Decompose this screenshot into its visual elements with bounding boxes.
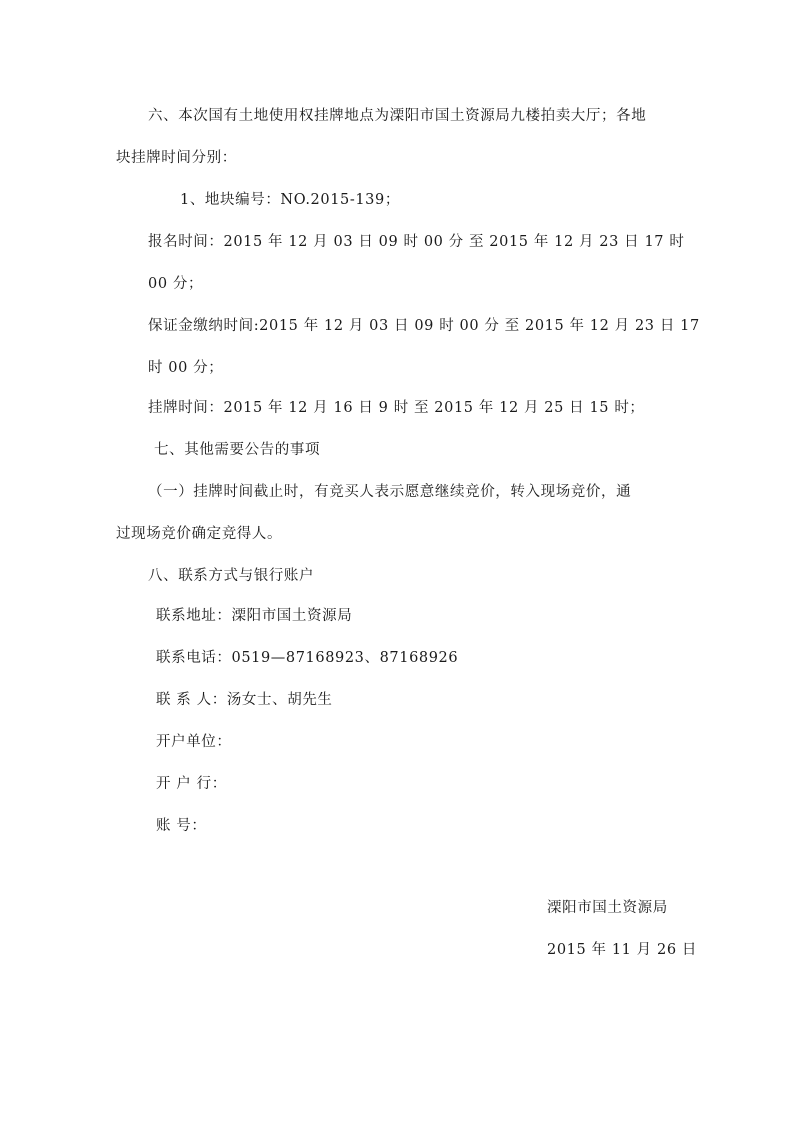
section6-line2: 块挂牌时间分别： (116, 150, 237, 166)
signature-org: 溧阳市国土资源局 (547, 900, 668, 916)
contact-person: 联 系 人：汤女士、胡先生 (156, 692, 333, 708)
deposit-time-line1: 保证金缴纳时间:2015 年 12 月 03 日 09 时 00 分 至 2015 年 12 月 23 日 17 (148, 318, 700, 334)
section8-heading: 八、联系方式与银行账户 (148, 568, 315, 584)
account-unit: 开户单位： (156, 734, 232, 750)
registration-time-line2: 00 分； (148, 276, 204, 292)
parcel-number: 1、地块编号：NO.2015-139； (180, 192, 400, 208)
section7-heading: 七、其他需要公告的事项 (154, 442, 321, 458)
contact-address: 联系地址：溧阳市国土资源局 (156, 608, 353, 624)
listing-time: 挂牌时间：2015 年 12 月 16 日 9 时 至 2015 年 12 月 25 日 15 时； (148, 400, 645, 416)
deposit-time-line2: 时 00 分； (148, 360, 224, 376)
registration-time-line1: 报名时间：2015 年 12 月 03 日 09 时 00 分 至 2015 年 12 月 23 日 17 时 (148, 234, 685, 250)
account-number: 账 号： (156, 818, 207, 834)
contact-phone: 联系电话：0519—87168923、87168926 (156, 650, 459, 666)
section7-item1-line1: （一）挂牌时间截止时，有竞买人表示愿意继续竞价，转入现场竞价，通 (148, 484, 632, 500)
section6-line1: 六、本次国有土地使用权挂牌地点为溧阳市国土资源局九楼拍卖大厅；各地 (148, 108, 647, 124)
section7-item1-line2: 过现场竞价确定竞得人。 (116, 526, 283, 542)
signature-date: 2015 年 11 月 26 日 (547, 942, 697, 958)
bank-name: 开 户 行： (156, 776, 227, 792)
